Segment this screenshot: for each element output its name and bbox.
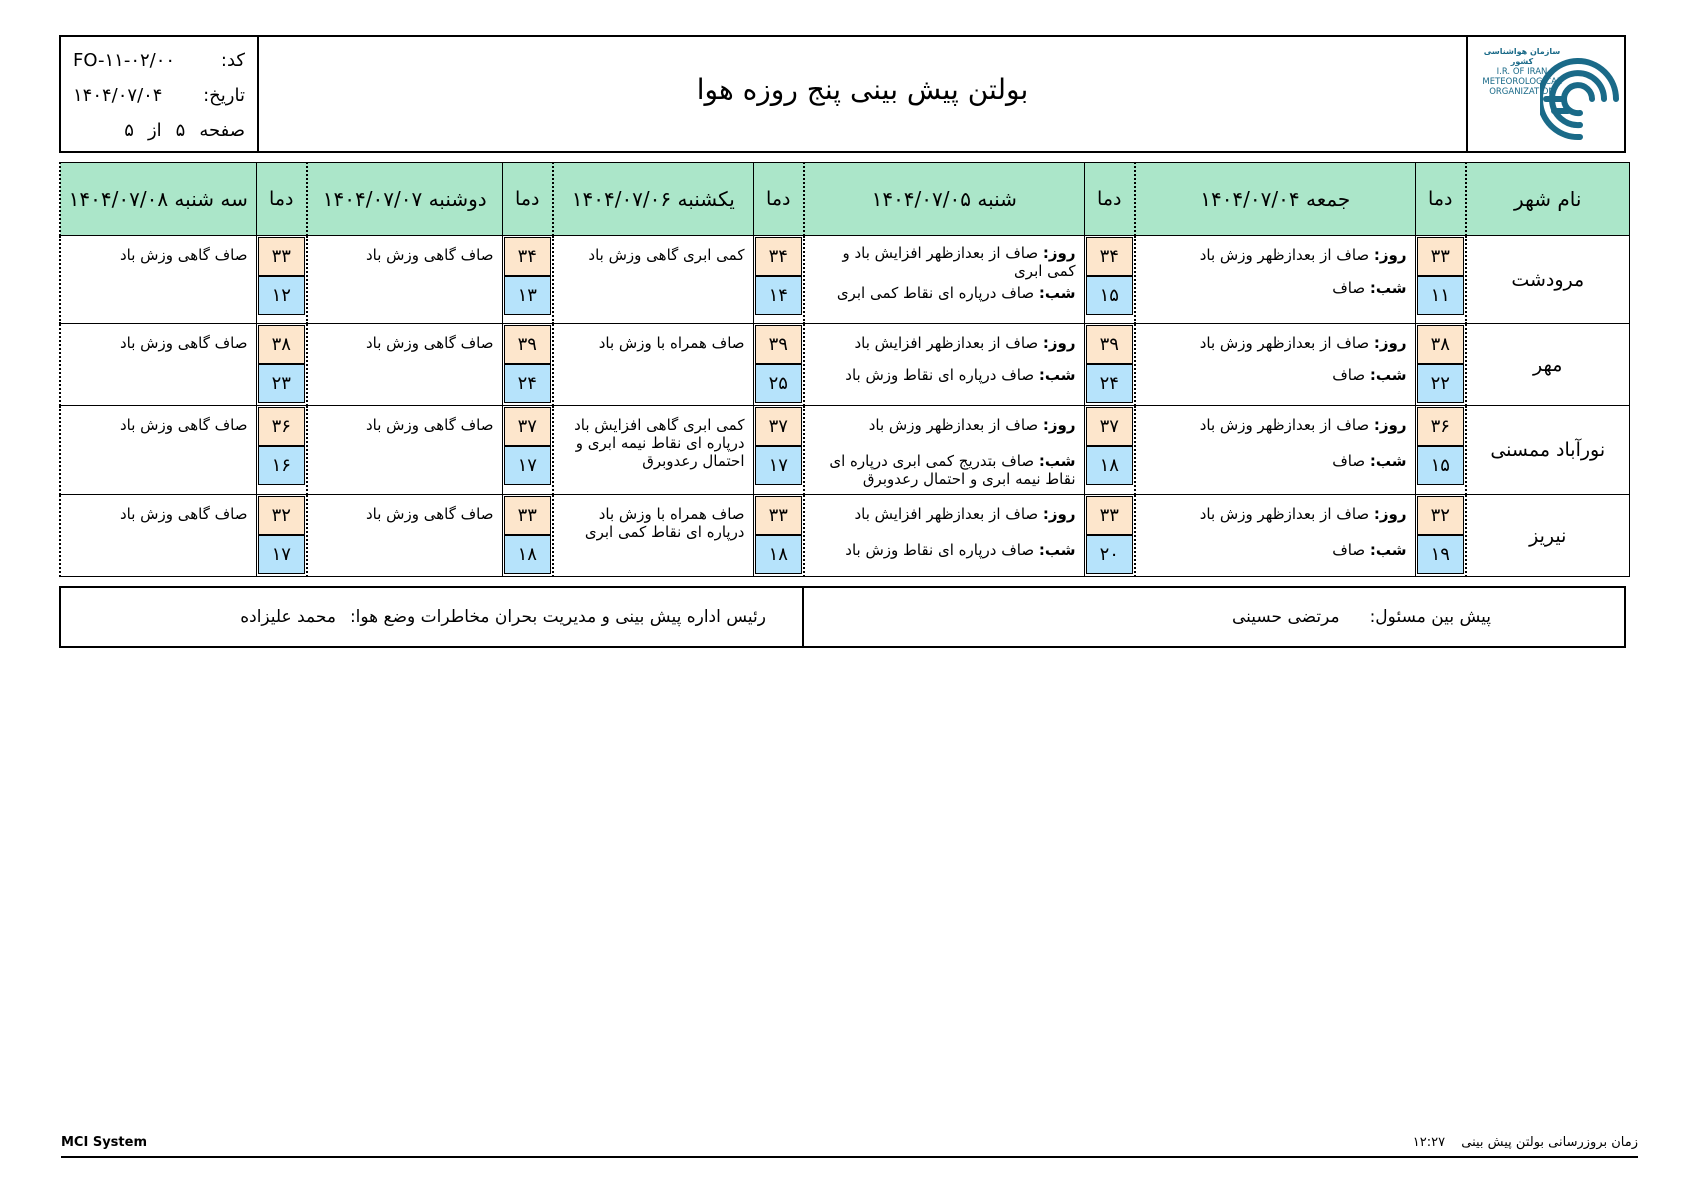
temp-cell [753, 495, 804, 577]
night-forecast-text: صاف [1332, 541, 1366, 559]
day-label: روز: [1373, 246, 1407, 264]
table-header-row [60, 163, 1629, 236]
code-value: FO-۱۱-۰۲/۰۰ [73, 50, 176, 71]
max-temp: ۳۷ [504, 407, 552, 446]
forecast-cell [553, 324, 753, 406]
forecast-cell [60, 495, 256, 577]
head-signature [61, 588, 802, 646]
temp-cell [753, 406, 804, 495]
night-label: شب: [1038, 541, 1076, 559]
night-forecast [1142, 452, 1407, 470]
forecast-cell [60, 324, 256, 406]
temp-column-header: دما [502, 163, 553, 236]
night-label: شب: [1369, 279, 1407, 297]
day-forecast-text: صاف از بعدازظهر وزش باد [868, 416, 1039, 434]
temp-cell [1084, 324, 1135, 406]
head-name: محمد علیزاده [240, 607, 336, 627]
forecast-cell [60, 406, 256, 495]
temp-column-header: دما [256, 163, 307, 236]
night-forecast-text: صاف درپاره ای نقاط کمی ابری [836, 284, 1035, 302]
city-column-header: نام شهر [1466, 163, 1629, 236]
day-label: روز: [1042, 334, 1076, 352]
temp-cell [1084, 406, 1135, 495]
forecast-cell [1135, 495, 1415, 577]
forecast-cell [553, 236, 753, 324]
day-forecast [1142, 416, 1407, 434]
forecast-cell [1135, 406, 1415, 495]
logo-text-en-2: METEOROLOGICAL [1482, 77, 1562, 87]
update-time [1413, 1135, 1638, 1150]
temp-cell [502, 495, 553, 577]
forecast-table [59, 162, 1630, 577]
document-meta [61, 37, 259, 151]
page-row [73, 113, 245, 148]
night-forecast-text: صاف [1332, 279, 1366, 297]
forecast-text: صاف گاهی وزش باد [119, 334, 248, 352]
max-temp: ۳۲ [1417, 496, 1465, 535]
day-label: روز: [1373, 416, 1407, 434]
forecast-text: صاف گاهی وزش باد [365, 246, 494, 264]
min-temp: ۲۵ [755, 364, 803, 403]
night-label: شب: [1369, 541, 1407, 559]
min-temp: ۲۳ [258, 364, 306, 403]
max-temp: ۳۳ [258, 237, 306, 276]
day-forecast [811, 505, 1076, 523]
min-temp: ۱۸ [504, 535, 552, 574]
table-row [60, 236, 1629, 324]
city-name: مهر [1466, 324, 1629, 406]
logo-text-en-1: I.R. OF IRAN [1496, 67, 1548, 77]
temp-cell [256, 324, 307, 406]
day-column-header: سه شنبه ۱۴۰۴/۰۷/۰۸ [60, 163, 256, 236]
min-temp: ۱۹ [1417, 535, 1465, 574]
forecast-cell [1135, 236, 1415, 324]
max-temp: ۳۹ [1086, 325, 1134, 364]
min-temp: ۱۷ [504, 446, 552, 485]
night-forecast [1142, 279, 1407, 297]
night-label: شب: [1369, 366, 1407, 384]
max-temp: ۳۲ [258, 496, 306, 535]
head-label: رئیس اداره پیش بینی و مدیریت بحران مخاطرات وضع هوا: [349, 607, 766, 627]
forecast-cell [804, 495, 1084, 577]
night-forecast [811, 366, 1076, 384]
max-temp: ۳۶ [258, 407, 306, 446]
night-forecast [1142, 366, 1407, 384]
night-label: شب: [1038, 366, 1076, 384]
forecast-cell [307, 495, 502, 577]
day-forecast-text: صاف از بعدازظهر افزایش باد [854, 505, 1039, 523]
page-total: ۵ [124, 120, 134, 141]
day-forecast-text: صاف از بعدازظهر افزایش باد و کمی ابری [842, 244, 1076, 280]
day-forecast-text: صاف از بعدازظهر وزش باد [1199, 334, 1370, 352]
table-row [60, 324, 1629, 406]
max-temp: ۳۴ [1086, 237, 1134, 276]
page-footer [61, 1132, 1638, 1158]
temp-cell [1084, 495, 1135, 577]
min-temp: ۱۶ [258, 446, 306, 485]
night-forecast-text: صاف [1332, 366, 1366, 384]
night-forecast-text: صاف [1332, 452, 1366, 470]
system-name: MCI System [61, 1135, 147, 1150]
max-temp: ۳۴ [755, 237, 803, 276]
forecast-text: صاف همراه با وزش باد [598, 334, 745, 352]
date-value: ۱۴۰۴/۰۷/۰۴ [73, 85, 163, 106]
logo-text-en-3: ORGANIZATION [1489, 87, 1555, 97]
forecast-text: صاف همراه با وزش باد درپاره ای نقاط کمی ابری [584, 505, 745, 541]
night-label: شب: [1038, 452, 1076, 470]
day-label: روز: [1373, 334, 1407, 352]
update-label: زمان بروزرسانی بولتن پیش بینی [1461, 1135, 1638, 1150]
temp-column-header: دما [753, 163, 804, 236]
temp-cell [753, 324, 804, 406]
forecast-text: صاف گاهی وزش باد [365, 416, 494, 434]
forecaster-signature [802, 588, 1624, 646]
max-temp: ۳۷ [1086, 407, 1134, 446]
meteorology-logo-icon [1540, 47, 1620, 147]
forecaster-label: پیش بین مسئول: [1369, 607, 1491, 627]
temp-cell [1084, 236, 1135, 324]
city-name: مرودشت [1466, 236, 1629, 324]
max-temp: ۳۸ [1417, 325, 1465, 364]
day-forecast [1142, 246, 1407, 264]
temp-column-header: دما [1084, 163, 1135, 236]
day-forecast [811, 244, 1076, 280]
temp-cell [502, 406, 553, 495]
max-temp: ۳۹ [755, 325, 803, 364]
day-forecast [811, 416, 1076, 434]
max-temp: ۳۳ [755, 496, 803, 535]
day-forecast-text: صاف از بعدازظهر افزایش باد [854, 334, 1039, 352]
night-forecast [1142, 541, 1407, 559]
forecast-text: صاف گاهی وزش باد [119, 246, 248, 264]
table-row [60, 406, 1629, 495]
max-temp: ۳۷ [755, 407, 803, 446]
max-temp: ۳۳ [1417, 237, 1465, 276]
forecast-cell [553, 406, 753, 495]
forecast-cell [307, 236, 502, 324]
temp-cell [1415, 324, 1466, 406]
temp-cell [256, 236, 307, 324]
min-temp: ۱۷ [258, 535, 306, 574]
min-temp: ۱۱ [1417, 276, 1465, 315]
day-forecast [811, 334, 1076, 352]
code-label: کد: [220, 50, 245, 71]
max-temp: ۳۹ [504, 325, 552, 364]
day-column-header: یکشنبه ۱۴۰۴/۰۷/۰۶ [553, 163, 753, 236]
night-forecast-text: صاف درپاره ای نقاط وزش باد [845, 366, 1035, 384]
temp-cell [1415, 236, 1466, 324]
day-label: روز: [1042, 244, 1076, 262]
city-name: نیریز [1466, 495, 1629, 577]
forecast-cell [804, 324, 1084, 406]
night-forecast [811, 541, 1076, 559]
day-forecast-text: صاف از بعدازظهر وزش باد [1199, 505, 1370, 523]
night-forecast-text: صاف بتدریج کمی ابری درپاره ای نقاط نیمه ابری و احتمال رعدوبرق [829, 452, 1076, 488]
night-label: شب: [1038, 284, 1076, 302]
page-title: بولتن پیش بینی پنج روزه هوا [696, 72, 1029, 106]
temp-cell [502, 236, 553, 324]
day-column-header: دوشنبه ۱۴۰۴/۰۷/۰۷ [307, 163, 502, 236]
temp-cell [753, 236, 804, 324]
temp-column-header: دما [1415, 163, 1466, 236]
forecast-text: صاف گاهی وزش باد [119, 505, 248, 523]
temp-cell [1415, 406, 1466, 495]
min-temp: ۲۴ [504, 364, 552, 403]
day-column-header: شنبه ۱۴۰۴/۰۷/۰۵ [804, 163, 1084, 236]
page-of-label: از [147, 120, 162, 141]
max-temp: ۳۳ [1086, 496, 1134, 535]
min-temp: ۱۵ [1417, 446, 1465, 485]
night-forecast-text: صاف درپاره ای نقاط وزش باد [845, 541, 1035, 559]
forecaster-name: مرتضی حسینی [1231, 607, 1340, 627]
forecast-cell [307, 324, 502, 406]
page-label: صفحه [199, 120, 245, 141]
code-row [73, 43, 245, 78]
forecast-text: صاف گاهی وزش باد [119, 416, 248, 434]
temp-cell [1415, 495, 1466, 577]
max-temp: ۳۳ [504, 496, 552, 535]
signature-row [59, 586, 1626, 648]
temp-cell [256, 495, 307, 577]
day-forecast [1142, 334, 1407, 352]
day-forecast [1142, 505, 1407, 523]
night-label: شب: [1369, 452, 1407, 470]
max-temp: ۳۴ [504, 237, 552, 276]
forecast-text: کمی ابری گاهی وزش باد [588, 246, 745, 264]
min-temp: ۱۷ [755, 446, 803, 485]
day-forecast-text: صاف از بعدازظهر وزش باد [1199, 246, 1370, 264]
min-temp: ۱۵ [1086, 276, 1134, 315]
forecast-cell [553, 495, 753, 577]
day-column-header: جمعه ۱۴۰۴/۰۷/۰۴ [1135, 163, 1415, 236]
date-label: تاریخ: [203, 85, 245, 106]
forecast-cell [307, 406, 502, 495]
night-forecast [811, 284, 1076, 302]
forecast-text: صاف گاهی وزش باد [365, 505, 494, 523]
temp-cell [502, 324, 553, 406]
min-temp: ۲۲ [1417, 364, 1465, 403]
min-temp: ۱۸ [1086, 446, 1134, 485]
min-temp: ۱۲ [258, 276, 306, 315]
forecast-cell [60, 236, 256, 324]
forecast-cell [804, 406, 1084, 495]
min-temp: ۲۴ [1086, 364, 1134, 403]
temp-cell [256, 406, 307, 495]
forecast-cell [1135, 324, 1415, 406]
update-time-value: ۱۲:۲۷ [1412, 1135, 1446, 1150]
organization-logo [1466, 37, 1624, 151]
logo-text-fa: سازمان هواشناسی کشور [1483, 47, 1561, 66]
max-temp: ۳۶ [1417, 407, 1465, 446]
forecast-text: صاف گاهی وزش باد [365, 334, 494, 352]
min-temp: ۱۸ [755, 535, 803, 574]
bulletin-header [59, 35, 1626, 153]
forecast-cell [804, 236, 1084, 324]
day-label: روز: [1042, 505, 1076, 523]
night-forecast [811, 452, 1076, 488]
min-temp: ۱۳ [504, 276, 552, 315]
min-temp: ۱۴ [755, 276, 803, 315]
day-forecast-text: صاف از بعدازظهر وزش باد [1199, 416, 1370, 434]
page-current: ۵ [175, 120, 186, 141]
min-temp: ۲۰ [1086, 535, 1134, 574]
date-row [73, 78, 245, 113]
city-name: نورآباد ممسنی [1466, 406, 1629, 495]
day-label: روز: [1373, 505, 1407, 523]
table-row [60, 495, 1629, 577]
day-label: روز: [1042, 416, 1076, 434]
max-temp: ۳۸ [258, 325, 306, 364]
forecast-text: کمی ابری گاهی افزایش باد درپاره ای نقاط نیمه ابری و احتمال رعدوبرق [574, 416, 745, 470]
